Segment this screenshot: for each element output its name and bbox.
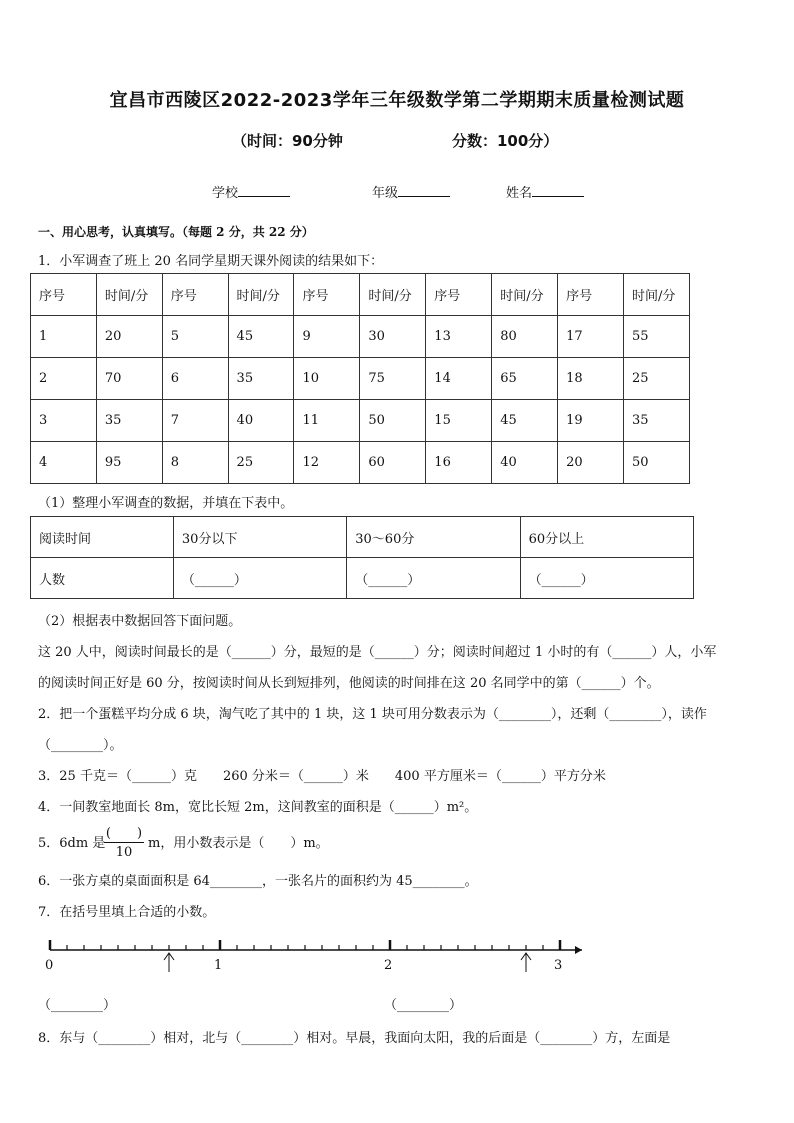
table-cell: 60 [360,442,426,484]
q1-part2-line2: 的阅读时间正好是 60 分，按阅读时间从长到短排列，他阅读的时间排在这 20 名同学中的第（______）个。 [38,676,660,691]
summary-header-row [31,517,694,558]
table-cell: 11 [294,400,360,442]
q2-line2: （________）。 [38,738,123,753]
page-title: 宜昌市西陵区2022-2023学年三年级数学第二学期期末质量检测试题 [109,90,685,111]
q1-part2-line1: 这 20 人中，阅读时间最长的是（______）分，最短的是（______）分；阅读时间超过 1 小时的有（______）人，小军 [38,645,717,660]
table-cell: 9 [294,316,360,358]
table-header-cell: 时间/分 [624,274,690,316]
table-cell: 7 [162,400,228,442]
grade-blank[interactable] [398,184,450,197]
q5-fraction [104,822,144,860]
table-header-cell: 时间/分 [360,274,426,316]
number-line-label-0: 0 [45,958,54,973]
table-cell: 4 [31,442,97,484]
table-row [31,316,690,358]
table-cell: 75 [360,358,426,400]
number-line-arrow-icon [575,946,582,954]
name-label: 姓名 [506,186,533,201]
table-cell: 50 [360,400,426,442]
table-header-cell: 时间/分 [492,274,558,316]
table-cell: 50 [624,442,690,484]
table-cell: 5 [162,316,228,358]
count-blank-30to60[interactable]: （______） [347,558,520,599]
table-cell: 8 [162,442,228,484]
table-cell: 35 [228,358,294,400]
table-cell: 40 [228,400,294,442]
table-row [31,442,690,484]
q7-stem: 7．在括号里填上合适的小数。 [38,905,216,920]
table-cell: 17 [558,316,624,358]
q3: 3．25 千克＝（______）克 260 分米＝（______）米 400 平方厘米＝（______）平方分米 [38,769,606,784]
table-header-cell: 时间/分 [96,274,162,316]
reading-survey-table [30,273,690,484]
table-cell: 20 [558,442,624,484]
table-cell: 45 [492,400,558,442]
summary-table [30,516,694,599]
table-cell: 25 [624,358,690,400]
q7-blank-1[interactable]: （________） [38,998,117,1013]
summary-header-cell: 阅读时间 [31,517,174,558]
table-cell: 30 [360,316,426,358]
summary-row-label: 人数 [31,558,174,599]
number-line-label-1: 1 [214,958,223,973]
table-row [31,400,690,442]
grade-label: 年级 [372,186,399,201]
school-label: 学校 [212,186,239,201]
q1-stem: 1．小军调查了班上 20 名同学星期天课外阅读的结果如下： [38,254,384,269]
name-blank[interactable] [532,184,584,197]
number-line-label-2: 2 [384,958,393,973]
table-cell: 25 [228,442,294,484]
q6: 6．一张方桌的桌面面积是 64________，一张名片的面积约为 45________。 [38,874,478,889]
table-cell: 12 [294,442,360,484]
q5-post: m，用小数表示是（ ）m。 [148,836,329,851]
summary-header-cell: 30分以下 [173,517,346,558]
summary-header-cell: 30～60分 [347,517,520,558]
table-row [31,358,690,400]
table-cell: 35 [96,400,162,442]
q1-part2: （2）根据表中数据回答下面问题。 [38,614,242,629]
q5-pre: 5．6dm 是 [38,836,106,851]
table-cell: 19 [558,400,624,442]
table-cell: 15 [426,400,492,442]
table-cell: 45 [228,316,294,358]
table-header-cell: 序号 [31,274,97,316]
number-line [40,930,600,980]
table-cell: 70 [96,358,162,400]
exam-time: （时间：90分钟 [232,132,343,150]
table-cell: 3 [31,400,97,442]
table-header-cell: 序号 [426,274,492,316]
fraction-denominator: 10 [115,845,133,860]
table-cell: 80 [492,316,558,358]
q8: 8．东与（________）相对，北与（________）相对。早晨，我面向太阳，我的后面是（________）方，左面是 [38,1031,671,1046]
table-cell: 14 [426,358,492,400]
table-cell: 95 [96,442,162,484]
school-blank[interactable] [238,184,290,197]
q1-part1: （1）整理小军调查的数据，并填在下表中。 [38,496,294,511]
q7-blank-2[interactable]: （________） [384,998,463,1013]
table-cell: 13 [426,316,492,358]
table-header-cell: 序号 [558,274,624,316]
table-cell: 10 [294,358,360,400]
section-heading: 一、用心思考，认真填写。（每题 2 分，共 22 分） [38,225,314,239]
grade-field [372,182,450,201]
summary-header-cell: 60分以上 [520,517,693,558]
table-cell: 55 [624,316,690,358]
table-cell: 40 [492,442,558,484]
table-cell: 35 [624,400,690,442]
table-cell: 2 [31,358,97,400]
count-blank-over60[interactable]: （______） [520,558,693,599]
fraction-numerator[interactable]: ( ) [104,822,144,843]
table-header-cell: 序号 [162,274,228,316]
table-cell: 6 [162,358,228,400]
q2-line1: 2．把一个蛋糕平均分成 6 块，淘气吃了其中的 1 块，这 1 块可用分数表示为（________），还剩（________），读作 [38,707,707,722]
table-cell: 16 [426,442,492,484]
count-blank-under30[interactable]: （______） [173,558,346,599]
table-header-row [31,274,690,316]
table-cell: 18 [558,358,624,400]
summary-count-row [31,558,694,599]
q4: 4．一间教室地面长 8m，宽比长短 2m，这间教室的面积是（______）m²。 [38,800,478,815]
table-cell: 1 [31,316,97,358]
table-cell: 20 [96,316,162,358]
name-field [506,182,584,201]
number-line-svg [40,930,600,976]
exam-score: 分数：100分） [452,132,559,150]
school-field [212,182,290,201]
table-header-cell: 时间/分 [228,274,294,316]
table-header-cell: 序号 [294,274,360,316]
table-cell: 65 [492,358,558,400]
number-line-label-3: 3 [554,958,563,973]
